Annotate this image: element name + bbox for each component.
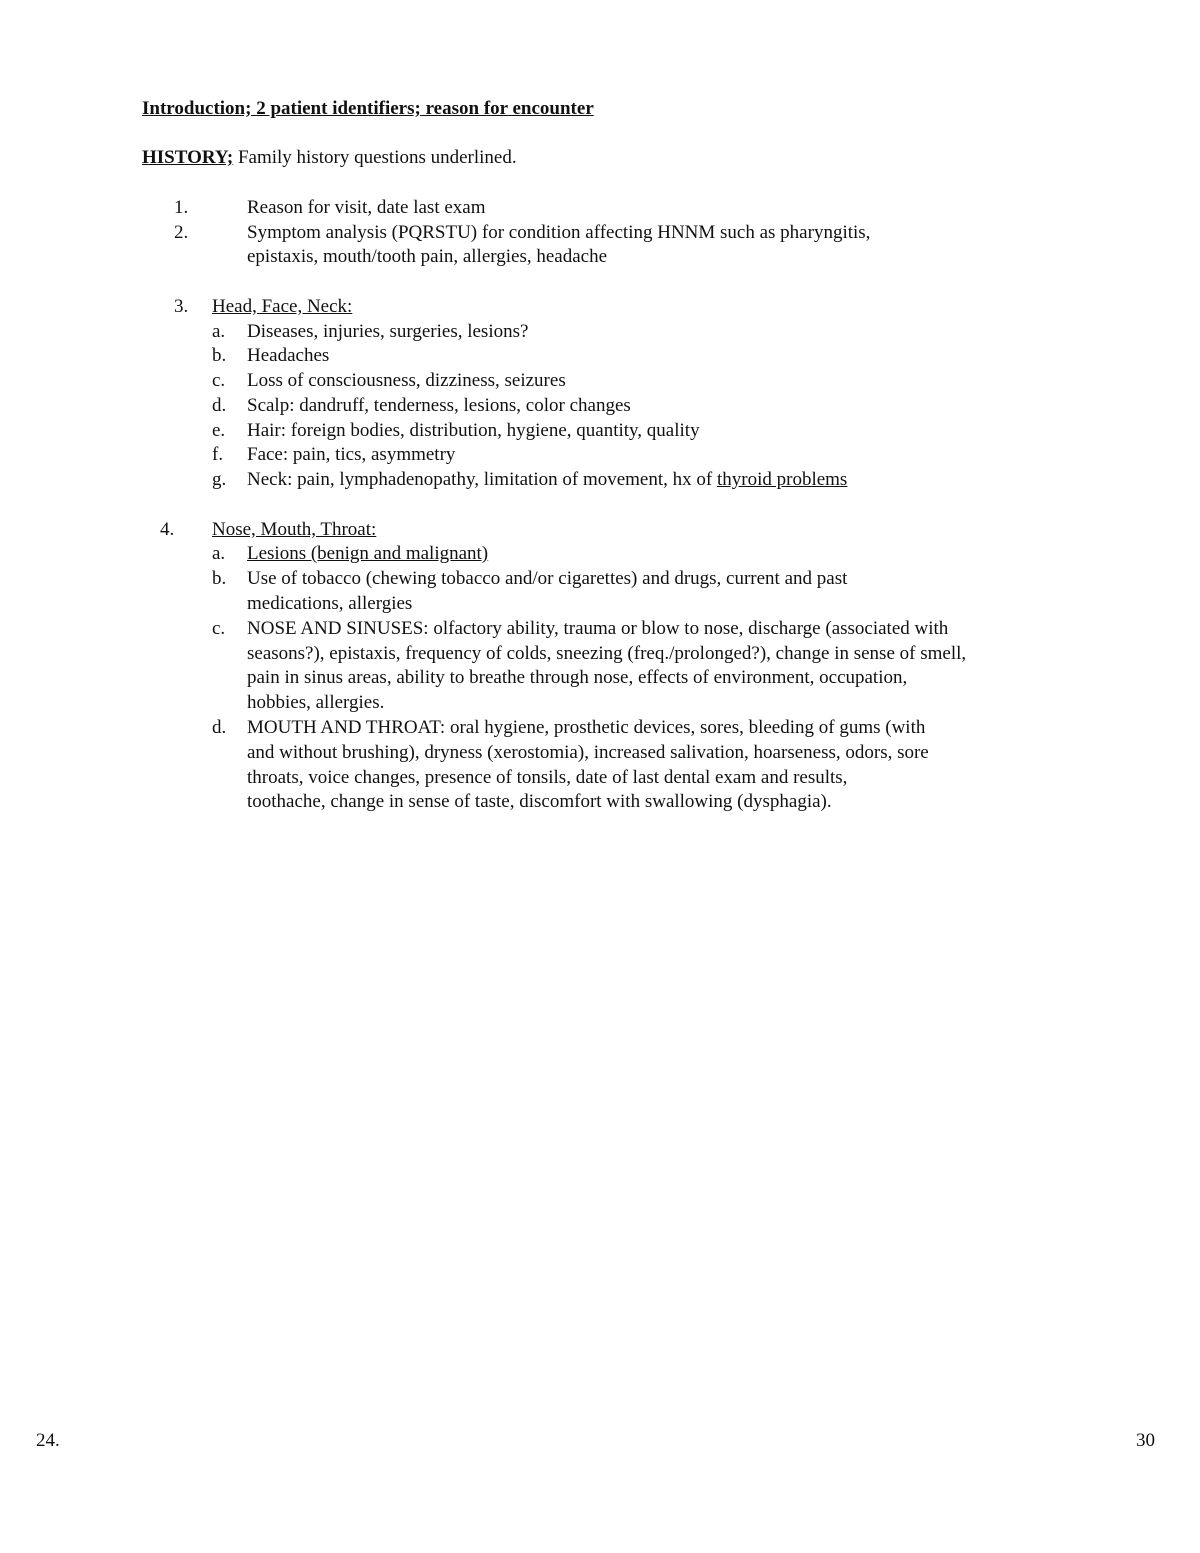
section-3-e-marker: e.	[212, 420, 226, 441]
section-4-c-line-2: seasons?), epistaxis, frequency of colds, sneezing (freq./prolonged?), change in sense of smell,	[247, 643, 967, 664]
item-1-marker: 1.	[174, 197, 189, 218]
section-3-a-text: Diseases, injuries, surgeries, lesions?	[247, 321, 529, 342]
section-3-b-text: Headaches	[247, 345, 330, 366]
history-label: HISTORY;	[142, 147, 234, 168]
section-3-c-text: Loss of consciousness, dizziness, seizures	[247, 370, 566, 391]
section-4-d-line-1: MOUTH AND THROAT: oral hygiene, prosthetic devices, sores, bleeding of gums (with	[247, 717, 926, 738]
section-4-c-line-4: hobbies, allergies.	[247, 692, 385, 713]
item-2-marker: 2.	[174, 222, 189, 243]
section-4-c-marker: c.	[212, 618, 226, 639]
section-3-a-marker: a.	[212, 321, 226, 342]
page-heading: Introduction; 2 patient identifiers; reason for encounter	[142, 98, 594, 119]
section-3-d-text: Scalp: dandruff, tenderness, lesions, color changes	[247, 395, 631, 416]
item-1-text: Reason for visit, date last exam	[247, 197, 486, 218]
section-3-g-marker: g.	[212, 469, 227, 490]
section-4-d-line-3: throats, voice changes, presence of tonsils, date of last dental exam and results,	[247, 767, 848, 788]
section-3-g-line	[247, 468, 847, 492]
section-3-g-text: Neck: pain, lymphadenopathy, limitation of movement, hx of	[247, 469, 717, 490]
section-3-d-marker: d.	[212, 395, 227, 416]
section-4-c-line-3: pain in sinus areas, ability to breathe through nose, effects of environment, occupation,	[247, 667, 908, 688]
section-3-c-marker: c.	[212, 370, 226, 391]
section-3-e-text: Hair: foreign bodies, distribution, hygiene, quantity, quality	[247, 420, 700, 441]
history-note: Family history questions underlined.	[233, 147, 517, 168]
item-2-line-2: epistaxis, mouth/tooth pain, allergies, headache	[247, 246, 608, 267]
section-3-marker: 3.	[174, 296, 189, 317]
section-4-d-line-2: and without brushing), dryness (xerostomia), increased salivation, hoarseness, odors, sore	[247, 742, 929, 763]
section-4-title: Nose, Mouth, Throat:	[212, 519, 377, 540]
history-line	[142, 146, 517, 170]
footer-left-number: 24.	[36, 1430, 60, 1451]
section-4-a-text: Lesions (benign and malignant)	[247, 543, 489, 564]
section-4-b-marker: b.	[212, 568, 227, 589]
section-3-f-text: Face: pain, tics, asymmetry	[247, 444, 456, 465]
section-4-d-marker: d.	[212, 717, 227, 738]
item-2-line-1: Symptom analysis (PQRSTU) for condition affecting HNNM such as pharyngitis,	[247, 222, 871, 243]
section-3-b-marker: b.	[212, 345, 227, 366]
section-4-b-line-1: Use of tobacco (chewing tobacco and/or cigarettes) and drugs, current and past	[247, 568, 848, 589]
section-4-d-line-4: toothache, change in sense of taste, discomfort with swallowing (dysphagia).	[247, 791, 832, 812]
section-4-a-marker: a.	[212, 543, 226, 564]
section-4-c-line-1: NOSE AND SINUSES: olfactory ability, trauma or blow to nose, discharge (associated with	[247, 618, 949, 639]
section-3-g-underlined: thyroid problems	[716, 469, 848, 490]
page-number: 30	[1136, 1430, 1155, 1451]
section-3-title: Head, Face, Neck:	[212, 296, 353, 317]
section-3-f-marker: f.	[212, 444, 224, 465]
section-4-b-line-2: medications, allergies	[247, 593, 413, 614]
section-4-marker: 4.	[160, 519, 175, 540]
